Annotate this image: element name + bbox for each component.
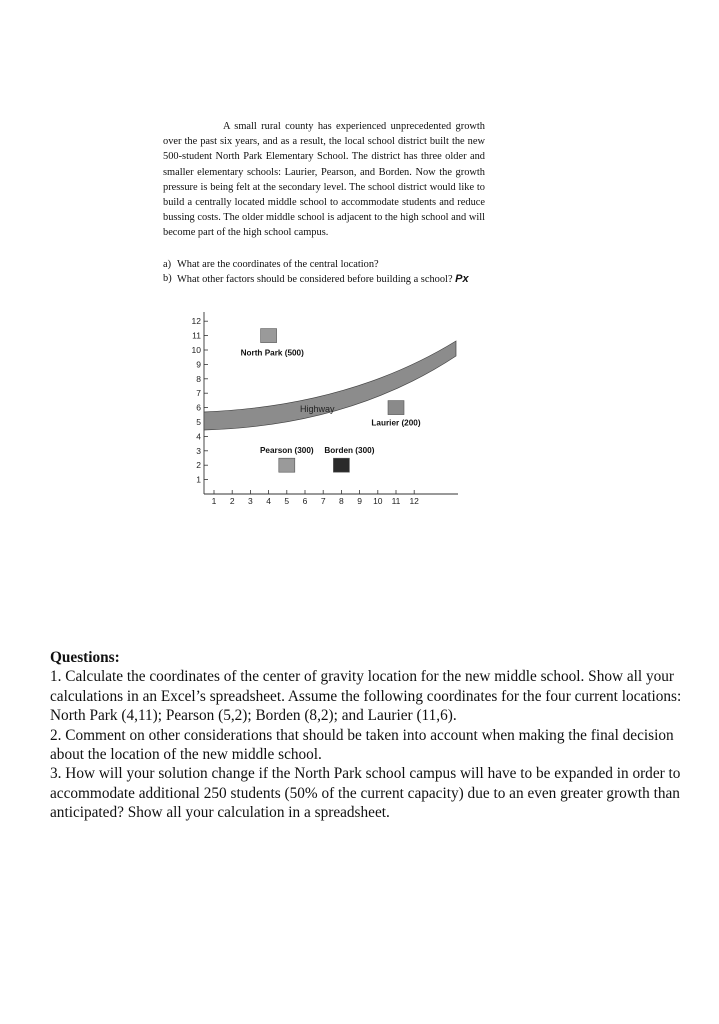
question-3: 3. How will your solution change if the North Park school campus will have to be expanded in order to accommodate additional 250 students (50% of the current capacity) due to an even greater growth than anticipated? Show all your calculation in a spreadsheet. xyxy=(50,765,681,822)
school-marker xyxy=(279,458,295,472)
school-marker xyxy=(388,401,404,415)
prompt-list xyxy=(163,258,485,287)
y-tick-label: 9 xyxy=(196,359,201,370)
prompt-a-text: What are the coordinates of the central location? xyxy=(177,259,379,270)
x-tick-label: 10 xyxy=(373,496,383,506)
x-tick-label: 2 xyxy=(229,496,235,506)
x-tick-label: 7 xyxy=(320,496,326,506)
intro-paragraph: A small rural county has experienced unprecedented growth over the past six years, and as a result, the local school district built the new 500-student North Park Elementary School. The district has three older and smaller elementary schools: Laurier, Pearson, and Borden. Now the growth pressure is being felt at the secondary level. The school district would like to build a centrally located middle school to accommodate students and reduce bussing costs. The older middle school is adjacent to the high school and will become part of the high school campus. xyxy=(163,121,485,239)
x-tick-label: 3 xyxy=(248,496,253,506)
x-tick-label: 11 xyxy=(391,496,401,506)
y-tick-label: 6 xyxy=(196,402,201,413)
x-tick-label: 8 xyxy=(339,496,344,506)
y-tick-label: 8 xyxy=(196,373,201,384)
x-tick-label: 4 xyxy=(266,496,271,506)
prompt-a-label: a) xyxy=(163,259,172,270)
y-tick-label: 7 xyxy=(196,388,201,399)
prompt-b xyxy=(163,272,485,287)
school-marker xyxy=(261,329,277,343)
px-mark-icon: Px xyxy=(455,273,469,285)
x-tick-label: 5 xyxy=(284,496,290,506)
y-tick-label: 5 xyxy=(196,417,201,427)
highway-label: Highway xyxy=(300,404,335,414)
prompt-b-text: What other factors should be considered before building a school? xyxy=(177,274,453,285)
x-tick-label: 1 xyxy=(211,496,217,506)
x-tick-label: 9 xyxy=(357,496,362,506)
x-tick-label: 6 xyxy=(302,496,308,506)
y-tick-label: 3 xyxy=(196,445,201,456)
prompt-a xyxy=(163,258,485,272)
questions-heading: Questions: xyxy=(50,649,120,666)
school-label: Laurier (200) xyxy=(371,418,421,428)
intro-text-block xyxy=(163,119,485,241)
questions-section xyxy=(50,648,690,823)
school-label: Pearson (300) xyxy=(259,446,314,456)
prompt-b-label: b) xyxy=(163,273,172,284)
school-label: Borden (300) xyxy=(324,446,375,456)
school-label: North Park (500) xyxy=(240,348,304,358)
school-marker xyxy=(333,458,349,472)
x-tick-label: 12 xyxy=(409,496,419,506)
question-2: 2. Comment on other considerations that should be taken into account when making the final decision about the location of the new middle school. xyxy=(50,726,674,764)
y-tick-label: 1 xyxy=(196,474,201,485)
question-1: 1. Calculate the coordinates of the center of gravity location for the new middle school. Show all your calculations in an Excel’s spreadsheet. Assume the following coordinates for the four current locations: North Park (4,11); Pearson (5,2); Borden (8,2); and Laurier (11,6). xyxy=(50,668,682,725)
y-tick-label: 2 xyxy=(196,460,201,471)
y-tick-label: 12 xyxy=(191,316,201,327)
y-tick-label: 4 xyxy=(196,431,201,442)
y-tick-label: 10 xyxy=(191,345,201,355)
school-location-map xyxy=(160,308,470,513)
y-tick-label: 11 xyxy=(192,330,201,341)
